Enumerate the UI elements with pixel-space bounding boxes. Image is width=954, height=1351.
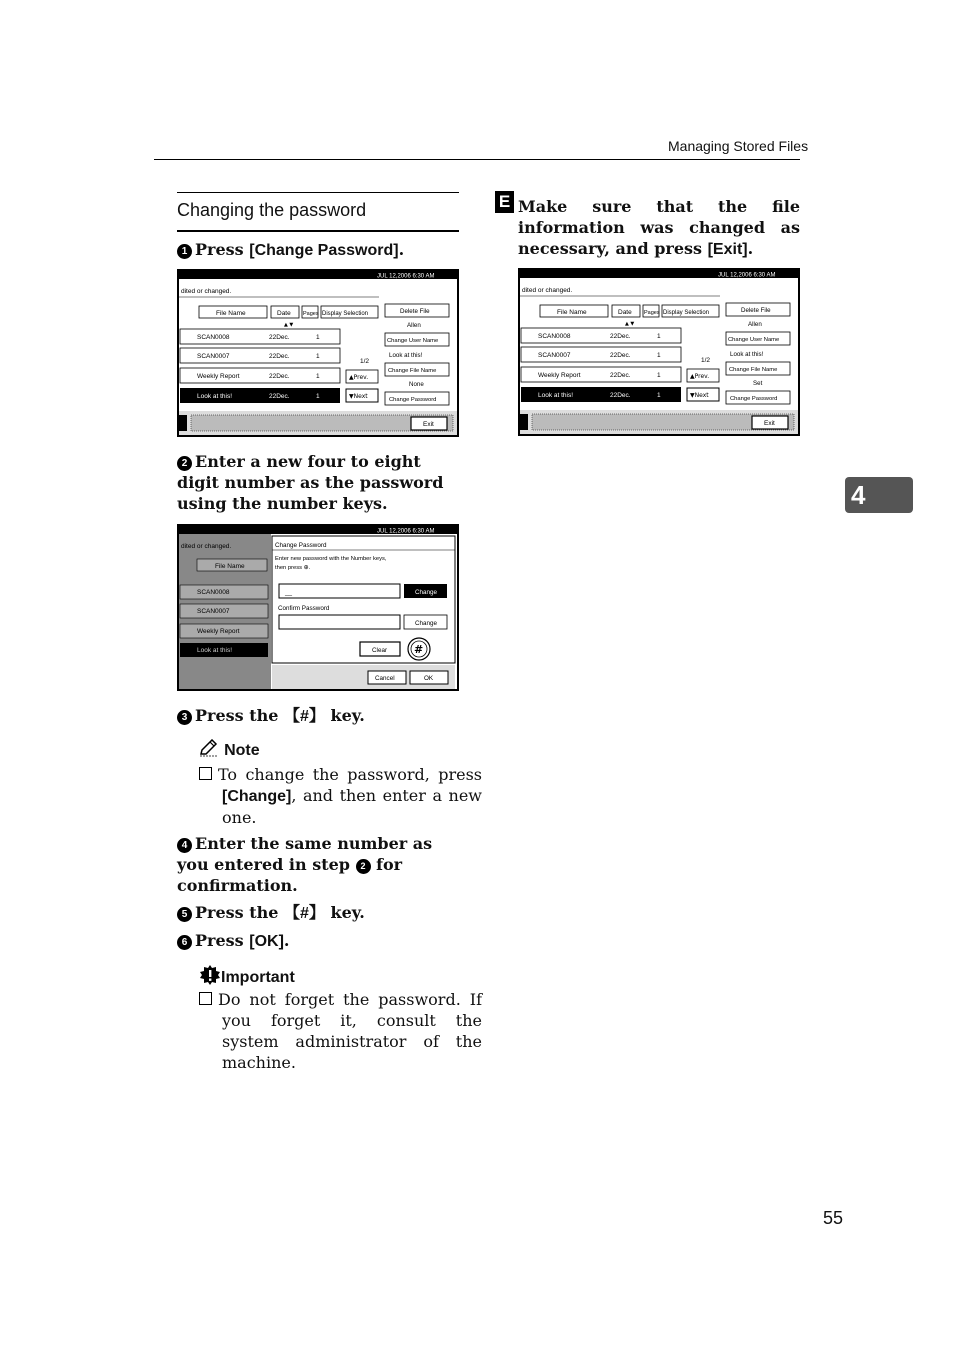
step-e-marker — [495, 191, 514, 213]
svg-text:▲ ▼: ▲ ▼ — [625, 321, 635, 327]
svg-text:JUL 12,2006 6:30 AM: JUL 12,2006 6:30 AM — [377, 528, 435, 535]
step-ref: 2 — [356, 859, 371, 874]
svg-text:Pages: Pages — [644, 310, 660, 316]
running-header: Managing Stored Files — [668, 138, 809, 154]
svg-text:22Dec.: 22Dec. — [269, 393, 290, 400]
step-1: 1 Press [Change Password]. — [177, 239, 459, 261]
screenshot-file-list-before — [177, 269, 459, 437]
svg-text:Delete File: Delete File — [741, 307, 771, 314]
svg-text:▲ ▼: ▲ ▼ — [284, 322, 294, 328]
svg-text:None: None — [409, 381, 424, 388]
svg-text:SCAN0007: SCAN0007 — [197, 353, 230, 360]
svg-text:Date: Date — [618, 309, 632, 316]
important-heading: Important — [199, 964, 295, 987]
step-letter-icon: E — [495, 191, 514, 213]
clock: JUL 12,2006 6:30 AM — [377, 273, 435, 280]
svg-text:Change User Name: Change User Name — [728, 337, 780, 343]
svg-text:File Name: File Name — [557, 309, 587, 316]
svg-text:File Name: File Name — [216, 310, 246, 317]
svg-text:OK: OK — [424, 675, 434, 682]
screen-drawing — [179, 526, 457, 689]
svg-text:Change Password: Change Password — [389, 397, 437, 403]
step-number: 1 — [177, 244, 192, 259]
svg-text:1: 1 — [657, 392, 661, 399]
svg-text:1: 1 — [316, 373, 320, 380]
svg-text:Look at this!: Look at this! — [538, 392, 574, 399]
svg-text:1: 1 — [657, 352, 661, 359]
svg-text:1/2: 1/2 — [701, 357, 711, 364]
svg-text:Exit: Exit — [423, 421, 434, 428]
svg-text:Date: Date — [277, 310, 291, 317]
svg-text:Weekly Report: Weekly Report — [538, 372, 581, 379]
svg-text:SCAN0007: SCAN0007 — [538, 352, 571, 359]
note-heading: Note — [199, 739, 260, 760]
svg-text:1: 1 — [316, 334, 320, 341]
svg-text:Exit: Exit — [764, 420, 775, 427]
pencil-icon — [199, 739, 219, 757]
svg-text:Change Password: Change Password — [730, 396, 778, 402]
checkbox-bullet-icon — [199, 767, 212, 780]
svg-text:dited or changed.: dited or changed. — [522, 287, 573, 294]
svg-text:1/2: 1/2 — [360, 358, 370, 365]
status-line: dited or changed. — [181, 288, 232, 295]
step-4: 4 Enter the same number as you entered in step 2 for confirmation. — [177, 834, 433, 895]
screen-drawing — [179, 271, 457, 435]
svg-text:Enter new password with the Nu: Enter new password with the Number keys, — [275, 556, 387, 562]
svg-text:Change File Name: Change File Name — [388, 368, 437, 374]
svg-text:Look at this!: Look at this! — [197, 647, 233, 654]
svg-text:#: # — [414, 643, 424, 656]
svg-text:Change: Change — [415, 589, 438, 596]
svg-text:SCAN0008: SCAN0008 — [538, 333, 571, 340]
svg-text:Cancel: Cancel — [375, 675, 395, 682]
svg-text:22Dec.: 22Dec. — [610, 392, 631, 399]
svg-text:▲Prev.: ▲Prev. — [349, 374, 369, 381]
svg-text:Change: Change — [415, 620, 438, 627]
section-rule-bottom — [177, 230, 459, 232]
svg-text:__: __ — [285, 589, 293, 596]
page-number: 55 — [823, 1208, 844, 1228]
section-rule-top — [177, 192, 459, 193]
section-title: Changing the password — [177, 200, 367, 220]
svg-text:Look at this!: Look at this! — [389, 352, 423, 359]
svg-text:Weekly Report: Weekly Report — [197, 628, 240, 635]
svg-text:▼Next: ▼Next — [690, 392, 709, 399]
step-2: 2 Enter a new four to eight digit number as the password using the number keys. — [177, 452, 444, 513]
svg-text:SCAN0008: SCAN0008 — [197, 334, 230, 341]
svg-text:Allen: Allen — [748, 321, 762, 328]
screen-drawing — [520, 270, 798, 434]
svg-text:22Dec.: 22Dec. — [269, 334, 290, 341]
key-label: [Change Password] — [249, 242, 399, 259]
key-label: 【#】 — [284, 708, 325, 725]
svg-text:22Dec.: 22Dec. — [269, 373, 290, 380]
svg-text:Display Selection: Display Selection — [322, 311, 369, 317]
chapter-tab: 4 — [845, 477, 913, 513]
svg-text:SCAN0007: SCAN0007 — [197, 608, 230, 615]
svg-text:22Dec.: 22Dec. — [269, 353, 290, 360]
svg-text:Change File Name: Change File Name — [729, 367, 778, 373]
svg-text:SCAN0008: SCAN0008 — [197, 589, 230, 596]
svg-text:Display Selection: Display Selection — [663, 310, 710, 316]
svg-text:1: 1 — [657, 372, 661, 379]
svg-text:Set: Set — [753, 380, 763, 387]
svg-text:Pages: Pages — [303, 311, 319, 317]
svg-text:Weekly Report: Weekly Report — [197, 373, 240, 380]
header-rule — [154, 159, 800, 160]
svg-text:1: 1 — [657, 333, 661, 340]
step-e: Make sure that the file information was changed as necessary, and press [Exit]. — [518, 197, 800, 258]
step-3: 3 Press the 【#】 key. — [177, 705, 459, 727]
svg-text:▲Prev.: ▲Prev. — [690, 373, 710, 380]
svg-text:Change Password: Change Password — [275, 542, 327, 549]
screenshot-change-password — [177, 524, 459, 691]
step-6: 6 Press [OK]. — [177, 930, 459, 952]
svg-text:Look at this!: Look at this! — [730, 351, 764, 358]
screenshot-file-list-after — [518, 268, 800, 436]
svg-text:File Name: File Name — [215, 563, 245, 570]
svg-text:22Dec.: 22Dec. — [610, 352, 631, 359]
svg-text:Clear: Clear — [372, 647, 388, 654]
important-icon — [199, 964, 221, 986]
svg-text:1: 1 — [316, 353, 320, 360]
important-item: Do not forget the password. If you forget it, consult the system administrator of the machine. — [199, 989, 482, 1073]
svg-text:22Dec.: 22Dec. — [610, 333, 631, 340]
checkbox-bullet-icon — [199, 992, 212, 1005]
svg-text:Delete File: Delete File — [400, 308, 430, 315]
svg-text:1: 1 — [316, 393, 320, 400]
svg-text:Confirm Password: Confirm Password — [278, 605, 330, 612]
note-item: To change the password, press [Change], and then enter a new one. — [199, 764, 482, 828]
svg-text:Look at this!: Look at this! — [197, 393, 233, 400]
svg-text:JUL 12,2006 6:30 AM: JUL 12,2006 6:30 AM — [718, 272, 776, 279]
svg-text:then press ⊕.: then press ⊕. — [275, 565, 311, 571]
svg-text:dited or changed.: dited or changed. — [181, 543, 232, 550]
svg-text:Allen: Allen — [407, 322, 421, 329]
svg-text:▼Next: ▼Next — [349, 393, 368, 400]
step-5: 5 Press the 【#】 key. — [177, 902, 459, 924]
svg-text:Change User Name: Change User Name — [387, 338, 439, 344]
svg-text:22Dec.: 22Dec. — [610, 372, 631, 379]
